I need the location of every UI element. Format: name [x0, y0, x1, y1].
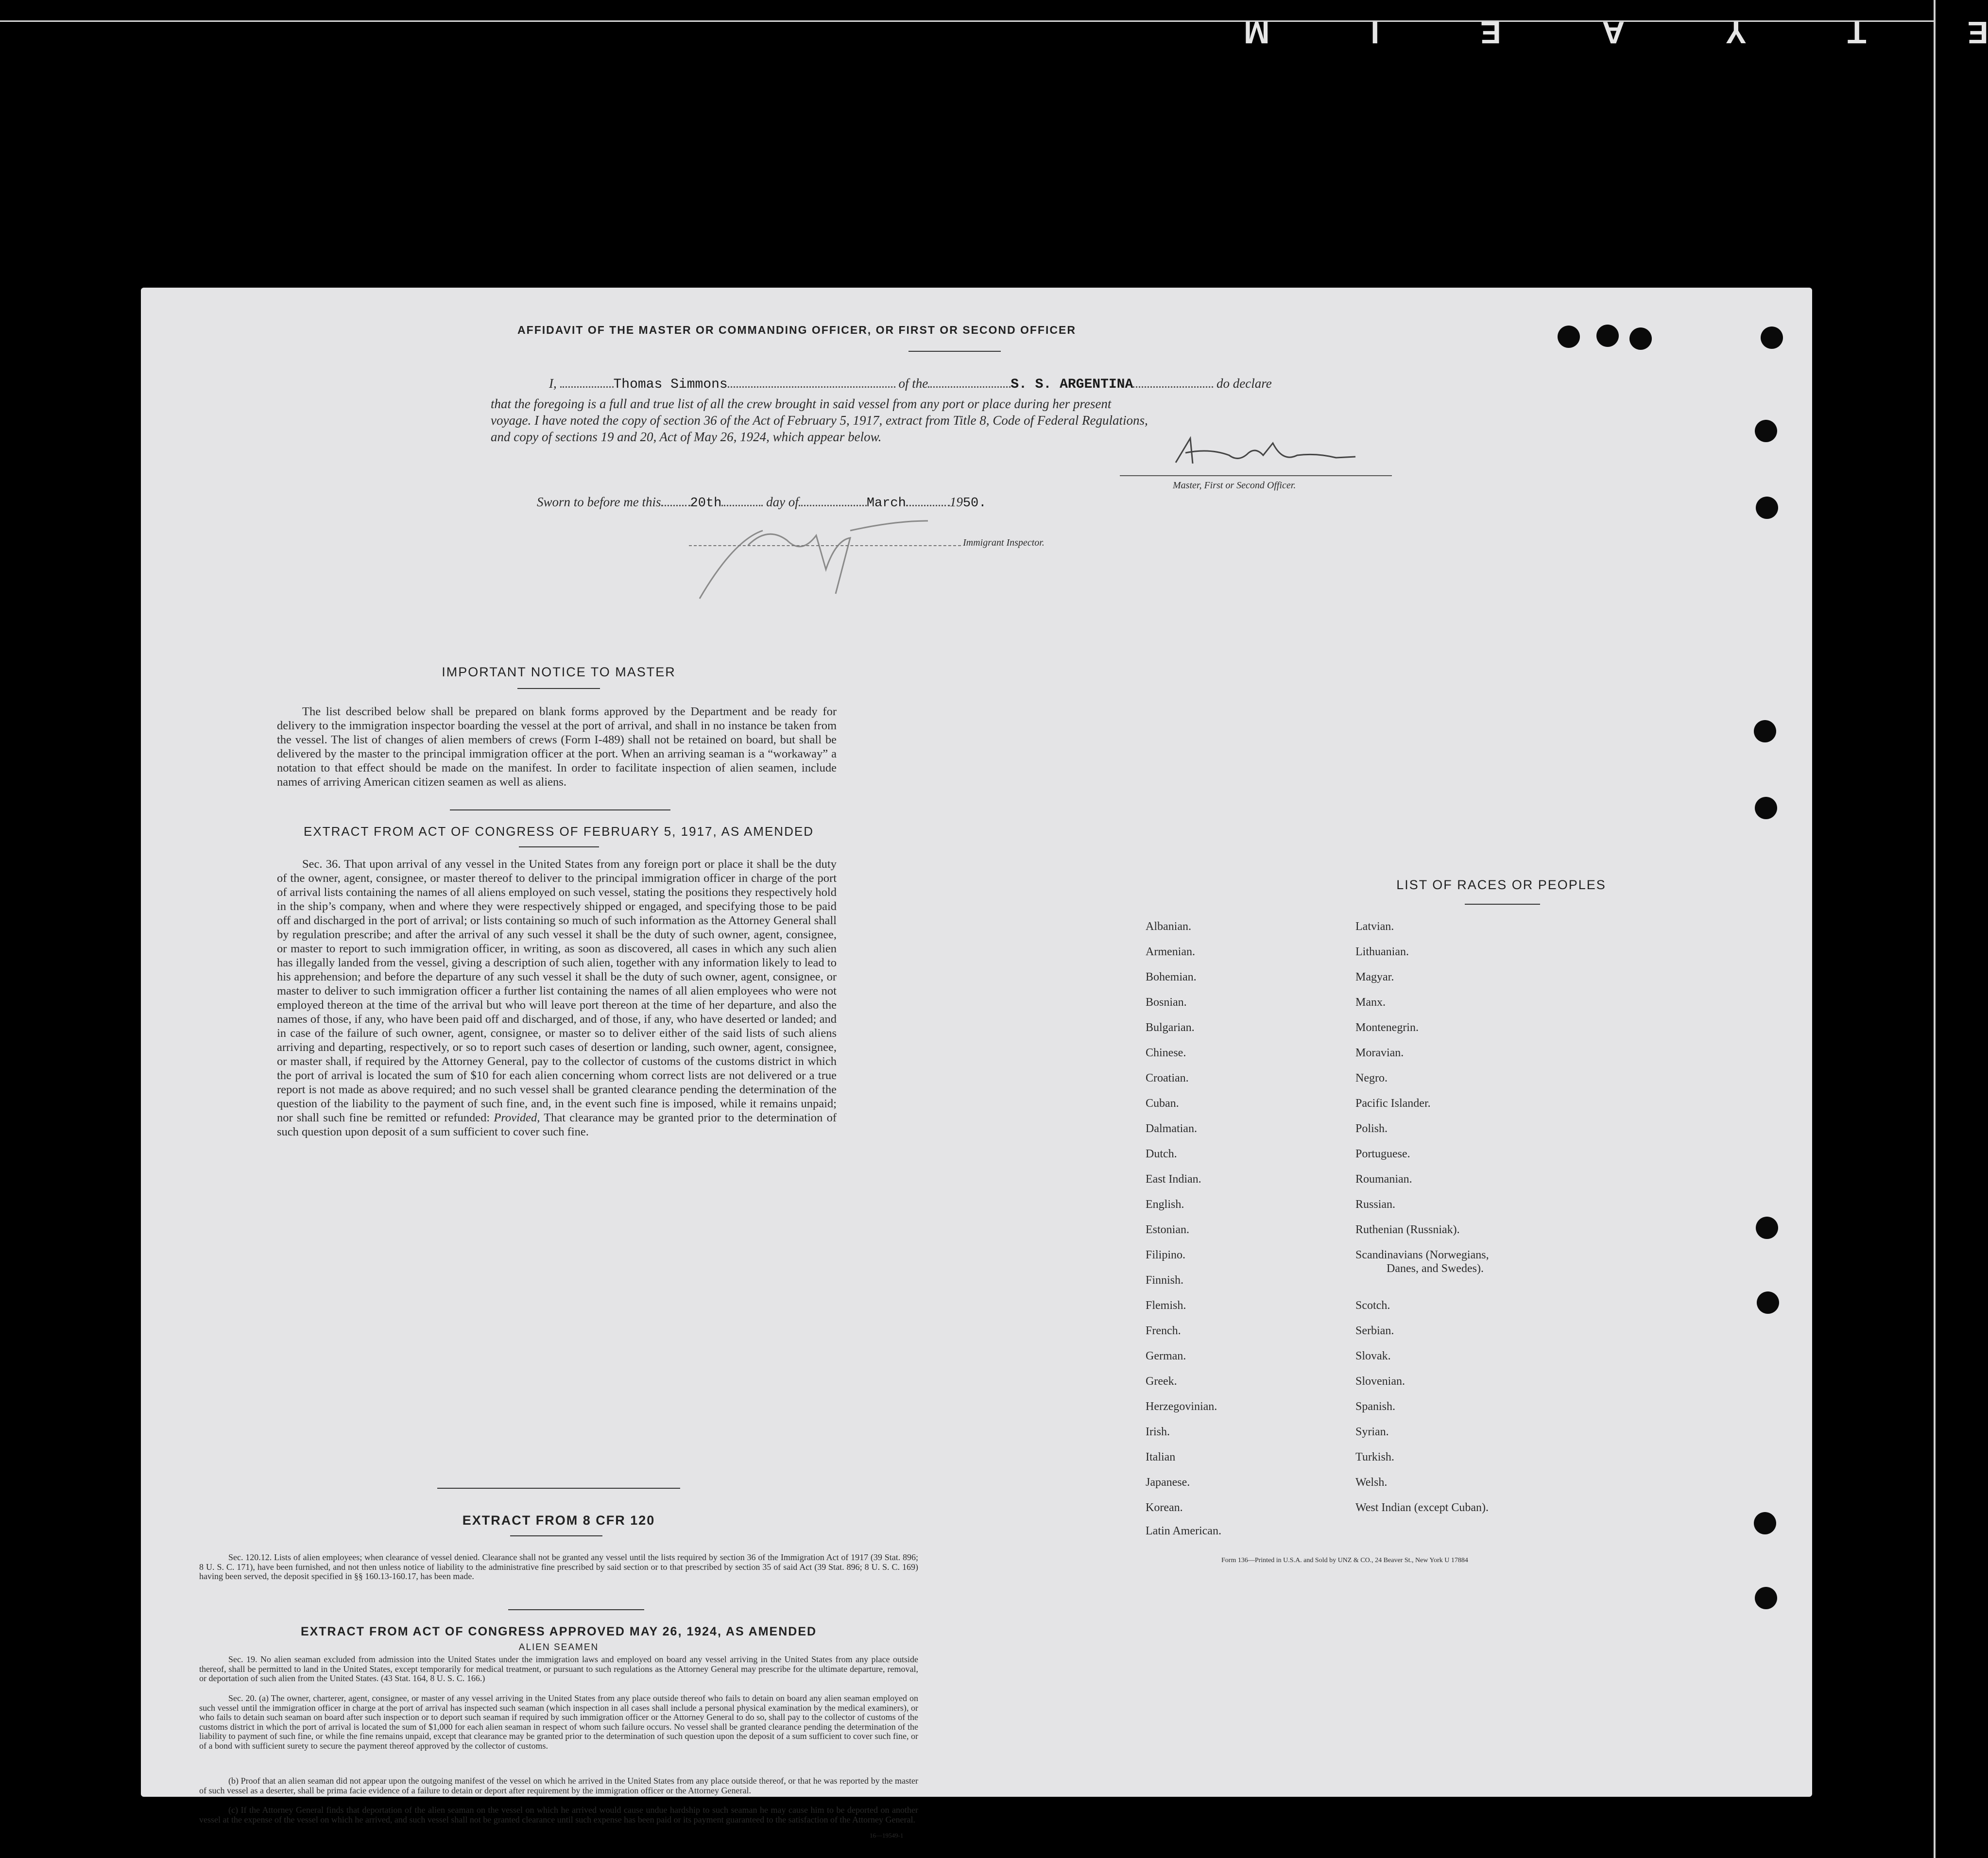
inspector-line — [689, 545, 961, 546]
act-1924-form-code: 16—19549-1 — [870, 1832, 904, 1839]
race-item: Pacific Islander. — [1355, 1097, 1431, 1110]
race-item: Negro. — [1355, 1072, 1388, 1084]
sworn-label: Sworn to before me this — [537, 495, 661, 509]
race-item: Armenian. — [1146, 946, 1195, 958]
punch-hole — [1756, 1217, 1778, 1239]
race-item: Cuban. — [1146, 1097, 1179, 1110]
race-item: English. — [1146, 1198, 1184, 1211]
race-item: Scandinavians (Norwegians, — [1355, 1249, 1489, 1261]
race-item: Irish. — [1146, 1426, 1170, 1438]
divider — [519, 846, 599, 847]
race-item: Russian. — [1355, 1198, 1396, 1211]
inspector-signature — [690, 511, 933, 603]
race-item: Latvian. — [1355, 920, 1394, 933]
divider — [510, 1535, 602, 1536]
race-item: Italian — [1146, 1451, 1176, 1463]
cfr-text: Sec. 120.12. Lists of alien employees; when clearance of vessel denied. Clearance shall not be granted any vessel until the lists required by section 36 of the Immigration Act of 1917 (39 Stat. 896; 8 U. S. C. 171), have been furnished, and not then unless notice of liability to the administrative fine prescribed by said section or to that prescribed by section 35 of said Act (39 Stat. 896; 8 U. S. C. 169) having been served, the deposit specified in §§ 160.13-160.17, has been made. — [199, 1552, 918, 1581]
race-item-continuation: Danes, and Swedes). — [1387, 1262, 1484, 1275]
race-item: Portuguese. — [1355, 1148, 1410, 1160]
master-signature — [1171, 433, 1375, 472]
reel-letter: E — [1480, 15, 1501, 50]
race-item: Chinese. — [1146, 1047, 1186, 1059]
race-item: Syrian. — [1355, 1426, 1389, 1438]
act-1917-text-main: Sec. 36. That upon arrival of any vessel in the United States from any foreign port or place it shall be the duty of the owner, agent, consignee, or master thereof to deliver to the principal immigration officer in charge of the port of arrival lists containing the names of all aliens employed on such vessel, stating the positions they respectively hold in the ship’s company, when and where they were respectively shipped or engaged, and specifying those to be paid off and discharged in the port of arrival; or lists containing so much of such information as the Attorney General shall by regulation prescribe; and after the arrival of any such vessel it shall be the duty of such owner, agent, consignee, or master to report to such immigration officer, in writing, as soon as discovered, all cases in which any such alien has illegally landed from the vessel, giving a description of such alien, together with any information likely to lead to his apprehension; and before the departure of any such vessel it shall be the duty of such owner, agent, consignee, or master to deliver to such immigration officer a further list containing the names of all alien employees who were not employed thereon at the time of the arrival but who will leave port thereon at the time of her departure, and also the names of those, if any, who have been paid off and discharged, and of those, if any, who have deserted or landed; and in case of the failure of such owner, agent, consignee, or master so to deliver either of the said lists of such aliens arriving and departing, respectively, or so to report such cases of desertion or landing, such owner, agent, consignee, or master shall, if required by the Attorney General, pay to the collector of customs of the customs district in which the port of arrival is located the sum of $10 for each alien concerning whom correct lists are not delivered or a true report is not made as above required; and no such vessel shall be granted clearance pending the determination of the question of the liability to the payment of such fine, and, in the event such fine is imposed, while it remains unpaid; nor shall such fine be remitted or refunded: — [277, 858, 837, 1124]
sec-20a-text: Sec. 20. (a) The owner, charterer, agent, consignee, or master of any vessel arriving in the United States from any place outside thereof who fails to detain on board any alien seaman employed on such vessel until the immigration officer in charge at the port of arrival has inspected such seaman (which inspection in all cases shall include a personal physical examination by the medical examiners), or who fails to detain such seaman on board after such inspection or to deport such seaman if required by such immigration officer or the Attorney General to do so, shall pay to the collector of customs of the customs district in which the port of arrival is located the sum of $1,000 for each alien seaman in respect of whom such failure occurs. No vessel shall be granted clearance pending the determination of the liability to payment of such fine, or while the fine remains unpaid, except that clearance may be granted prior to the determination of such question upon the deposit of a sum sufficient to cover such fine, or of a bond with sufficient surety to secure the payment thereof approved by the collector of customs. — [199, 1693, 918, 1751]
provided-label: Provided, — [494, 1111, 540, 1124]
race-item: Moravian. — [1355, 1047, 1404, 1059]
race-item: Roumanian. — [1355, 1173, 1412, 1186]
race-item: Flemish. — [1146, 1299, 1186, 1312]
race-item: Slovak. — [1355, 1350, 1391, 1362]
race-item: Bulgarian. — [1146, 1021, 1195, 1034]
act-1917-text-end: That clearance may be granted prior to the determination of such question upon deposit of a sum sufficient to cover such fine. — [277, 1111, 837, 1138]
race-item: Finnish. — [1146, 1274, 1184, 1287]
divider — [508, 1609, 644, 1610]
race-item: Ruthenian (Russniak). — [1355, 1223, 1460, 1236]
punch-hole — [1761, 327, 1783, 349]
race-item: Bosnian. — [1146, 996, 1187, 1009]
master-name-value: Thomas Simmons — [613, 377, 728, 392]
document-sheet — [141, 288, 1812, 1839]
race-item: Serbian. — [1355, 1325, 1394, 1337]
reel-letter: M — [1244, 15, 1270, 50]
race-item: Polish. — [1355, 1122, 1388, 1135]
film-right-edge — [1934, 0, 1936, 1858]
affidavit-title: AFFIDAVIT OF THE MASTER OR COMMANDING OFFICER, OR FIRST OR SECOND OFFICER — [517, 324, 1076, 336]
act-1924-title: EXTRACT FROM ACT OF CONGRESS APPROVED MAY 26, 1924, AS AMENDED — [300, 1625, 817, 1638]
act-1924-subtitle: ALIEN SEAMEN — [518, 1642, 599, 1652]
punch-hole — [1756, 497, 1778, 519]
divider — [1465, 904, 1540, 905]
race-item: German. — [1146, 1350, 1186, 1362]
divider — [450, 809, 670, 810]
notice-title: IMPORTANT NOTICE TO MASTER — [442, 665, 676, 679]
punch-hole — [1755, 420, 1777, 442]
i-label: I, — [549, 376, 557, 391]
race-item: Filipino. — [1146, 1249, 1186, 1261]
race-item: Spanish. — [1355, 1400, 1396, 1413]
race-item: Croatian. — [1146, 1072, 1189, 1084]
affidavit-body-line: that the foregoing is a full and true list of all the crew brought in said vessel from any port or place during her present — [491, 396, 1112, 411]
race-item: Herzegovinian. — [1146, 1400, 1217, 1413]
punch-hole — [1754, 1512, 1776, 1534]
affidavit-body-line: and copy of sections 19 and 20, Act of May 26, 1924, which appear below. — [491, 430, 882, 444]
day-of-label: day of — [766, 495, 799, 509]
signature-line — [1120, 475, 1392, 476]
punch-hole — [1754, 720, 1776, 742]
sec-19-text: Sec. 19. No alien seaman excluded from admission into the United States under the immigration laws and employed on board any vessel arriving in the United States from any place outside thereof, shall be permitted to land in the United States, except temporarily for medical treatment, or pursuant to such regulations as the Attorney General may prescribe for the ultimate departure, removal, or deportation of such alien from the United States. (43 Stat. 164, 8 U. S. C. 166.) — [199, 1654, 918, 1683]
punch-hole — [1596, 325, 1619, 347]
sec-20c-text: (c) If the Attorney General finds that deportation of the alien seaman on the vessel on which he arrived would cause undue hardship to such seaman he may cause him to be deported on another vessel at the expense of the vessel on which he arrived, and such vessel shall not be granted clearance until such expense has been paid or its payment guaranteed to the satisfaction of the Attorney General. — [199, 1805, 918, 1824]
punch-hole — [1755, 1587, 1777, 1609]
race-item: French. — [1146, 1325, 1181, 1337]
races-title: LIST OF RACES OR PEOPLES — [1396, 877, 1606, 892]
reel-letter: I — [1371, 15, 1380, 50]
do-declare-label: do declare — [1217, 376, 1272, 391]
day-value: 20th — [690, 496, 722, 511]
reel-letter: Y — [1726, 15, 1747, 50]
master-caption: Master, First or Second Officer. — [1173, 480, 1296, 491]
act-1917-text — [277, 857, 837, 1139]
punch-hole — [1558, 326, 1580, 348]
reel-letter: E — [1967, 15, 1988, 50]
year-suffix: 50. — [962, 496, 987, 511]
race-item: West Indian (except Cuban). — [1355, 1501, 1489, 1514]
divider — [437, 1488, 680, 1489]
form-footer: Form 136—Printed in U.S.A. and Sold by UNZ & CO., 24 Beaver St., New York U 17884 — [1221, 1557, 1468, 1564]
race-item: Welsh. — [1355, 1476, 1388, 1489]
act-1917-title: EXTRACT FROM ACT OF CONGRESS OF FEBRUARY 5, 1917, AS AMENDED — [304, 824, 814, 839]
sworn-line — [537, 495, 986, 511]
race-item: Japanese. — [1146, 1476, 1190, 1489]
punch-hole — [1757, 1291, 1779, 1314]
punch-hole — [1755, 797, 1777, 819]
race-item: Manx. — [1355, 996, 1386, 1009]
of-the-label: of the — [898, 376, 928, 391]
race-item: Montenegrin. — [1355, 1021, 1419, 1034]
race-item: Lithuanian. — [1355, 946, 1409, 958]
month-value: March — [866, 496, 906, 511]
race-item: Dutch. — [1146, 1148, 1177, 1160]
race-item: Slovenian. — [1355, 1375, 1405, 1388]
inspector-caption: Immigrant Inspector. — [963, 537, 1045, 548]
cfr-title: EXTRACT FROM 8 CFR 120 — [462, 1513, 655, 1528]
race-item: Magyar. — [1355, 971, 1394, 983]
notice-text: The list described below shall be prepared on blank forms approved by the Department and be ready for delivery to the immigration inspector boarding the vessel at the port of arrival, and shall in no instance be taken from the vessel. The list of changes of alien members of crews (Form I-489) shall not be retained on board, but shall be delivered by the master to the principal immigration officer at the port. When an arriving seaman is a “workaway” a notation to that effect should be made on the manifest. In order to facilitate inspection of alien seamen, include names of arriving American citizen seamen as well as aliens. — [277, 705, 837, 789]
reel-label — [1244, 15, 1988, 51]
punch-hole — [1629, 327, 1652, 350]
reel-letter: T — [1847, 15, 1867, 50]
race-item: Korean. — [1146, 1501, 1183, 1514]
race-item: Bohemian. — [1146, 971, 1197, 983]
sec-20b-text: (b) Proof that an alien seaman did not appear upon the outgoing manifest of the vessel on which he arrived in the United States from any place outside thereof, or that he was reported by the master of such vessel as a deserter, shall be prima facie evidence of a failure to detain or deport after requirement by the immigration officer or the Attorney General. — [199, 1776, 918, 1795]
reel-letter: A — [1602, 15, 1625, 50]
race-item: Greek. — [1146, 1375, 1177, 1388]
race-item: East Indian. — [1146, 1173, 1201, 1186]
divider — [908, 351, 1001, 352]
race-item: Latin American. — [1146, 1525, 1221, 1537]
vessel-name-value: S. S. ARGENTINA — [1011, 377, 1133, 392]
affidavit-body-line: voyage. I have noted the copy of section 36 of the Act of February 5, 1917, extract from Title 8, Code of Federal Regulations, — [491, 413, 1148, 428]
affidavit-declaration-line — [549, 376, 1272, 392]
race-item: Estonian. — [1146, 1223, 1189, 1236]
race-item: Turkish. — [1355, 1451, 1394, 1463]
race-item: Dalmatian. — [1146, 1122, 1197, 1135]
race-item: Albanian. — [1146, 920, 1191, 933]
year-prefix: 19 — [949, 495, 963, 509]
race-item: Scotch. — [1355, 1299, 1390, 1312]
divider — [517, 688, 600, 689]
